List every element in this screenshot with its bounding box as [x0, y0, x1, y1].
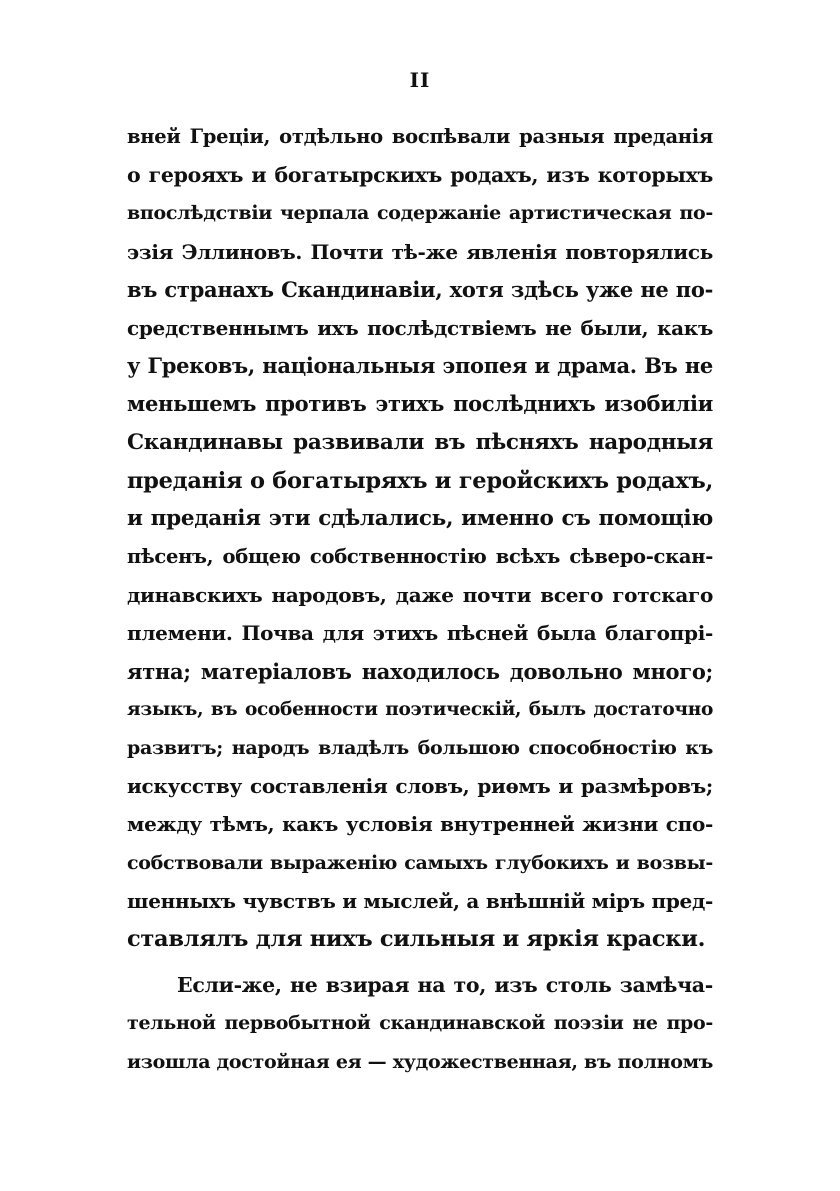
text-line: и преданія эти сдѣлались, именно съ помощію [127, 505, 713, 531]
text-line: изошла достойная ея — художественная, въ полномъ [127, 1050, 714, 1073]
text-line: ятна; матеріаловъ находилось довольно много; [127, 658, 713, 684]
text-line: шенныхъ чувствъ и мыслей, а внѣшній міръ пред- [127, 888, 713, 913]
text-line: развитъ; народъ владѣлъ большою способностію къ [127, 737, 713, 759]
text-line: собствовали выраженію самыхъ глубокихъ и возвы- [127, 851, 713, 874]
text-line: динавскихъ народовъ, даже почти всего готскаго [127, 583, 713, 608]
text-line: Если-же, не взирая на то, изъ столь замѣча- [177, 973, 713, 998]
text-line: эзія Эллиновъ. Почти тѣ-же явленія повторялись [127, 239, 713, 264]
text-line: между тѣмъ, какъ условія внутренней жизни спо- [127, 812, 713, 837]
paragraph-1 [127, 118, 713, 958]
text-line: преданія о богатыряхъ и геройскихъ родахъ, [127, 467, 713, 494]
text-line: Скандинавы развивали въ пѣсняхъ народныя [127, 429, 713, 455]
text-line: племени. Почва для этихъ пѣсней была благопрі- [127, 621, 713, 646]
text-line: искусству составленія словъ, риѳмъ и размѣровъ; [127, 774, 713, 799]
text-line: ставлялъ для нихъ сильныя и яркія краски. [127, 925, 706, 952]
paragraph-gap [127, 958, 713, 966]
text-line: тельной первобытной скандинавской поэзіи не про- [127, 1012, 713, 1035]
text-line: языкъ, въ особенности поэтическій, былъ достаточно [127, 698, 713, 720]
text-line: меньшемъ противъ этихъ послѣднихъ изобиліи [127, 391, 713, 417]
text-line: о герояхъ и богатырскихъ родахъ, изъ которыхъ [127, 163, 713, 188]
text-line: у Грековъ, національныя эпопея и драма. Въ не [127, 353, 713, 379]
text-line: средственнымъ ихъ послѣдствіемъ не были, какъ [127, 315, 713, 340]
text-line: впослѣдствіи черпала содержаніе артистическая по- [127, 202, 713, 225]
text-line: вней Греціи, отдѣльно воспѣвали разныя преданія [127, 125, 713, 148]
page-number: II [409, 68, 431, 92]
text-line: пѣсенъ, общею собственностію всѣхъ сѣверо-скан- [127, 545, 713, 569]
paragraph-2 [127, 966, 713, 1081]
body-text [127, 118, 713, 1081]
text-line: въ странахъ Скандинавіи, хотя здѣсь уже не по- [127, 276, 713, 302]
